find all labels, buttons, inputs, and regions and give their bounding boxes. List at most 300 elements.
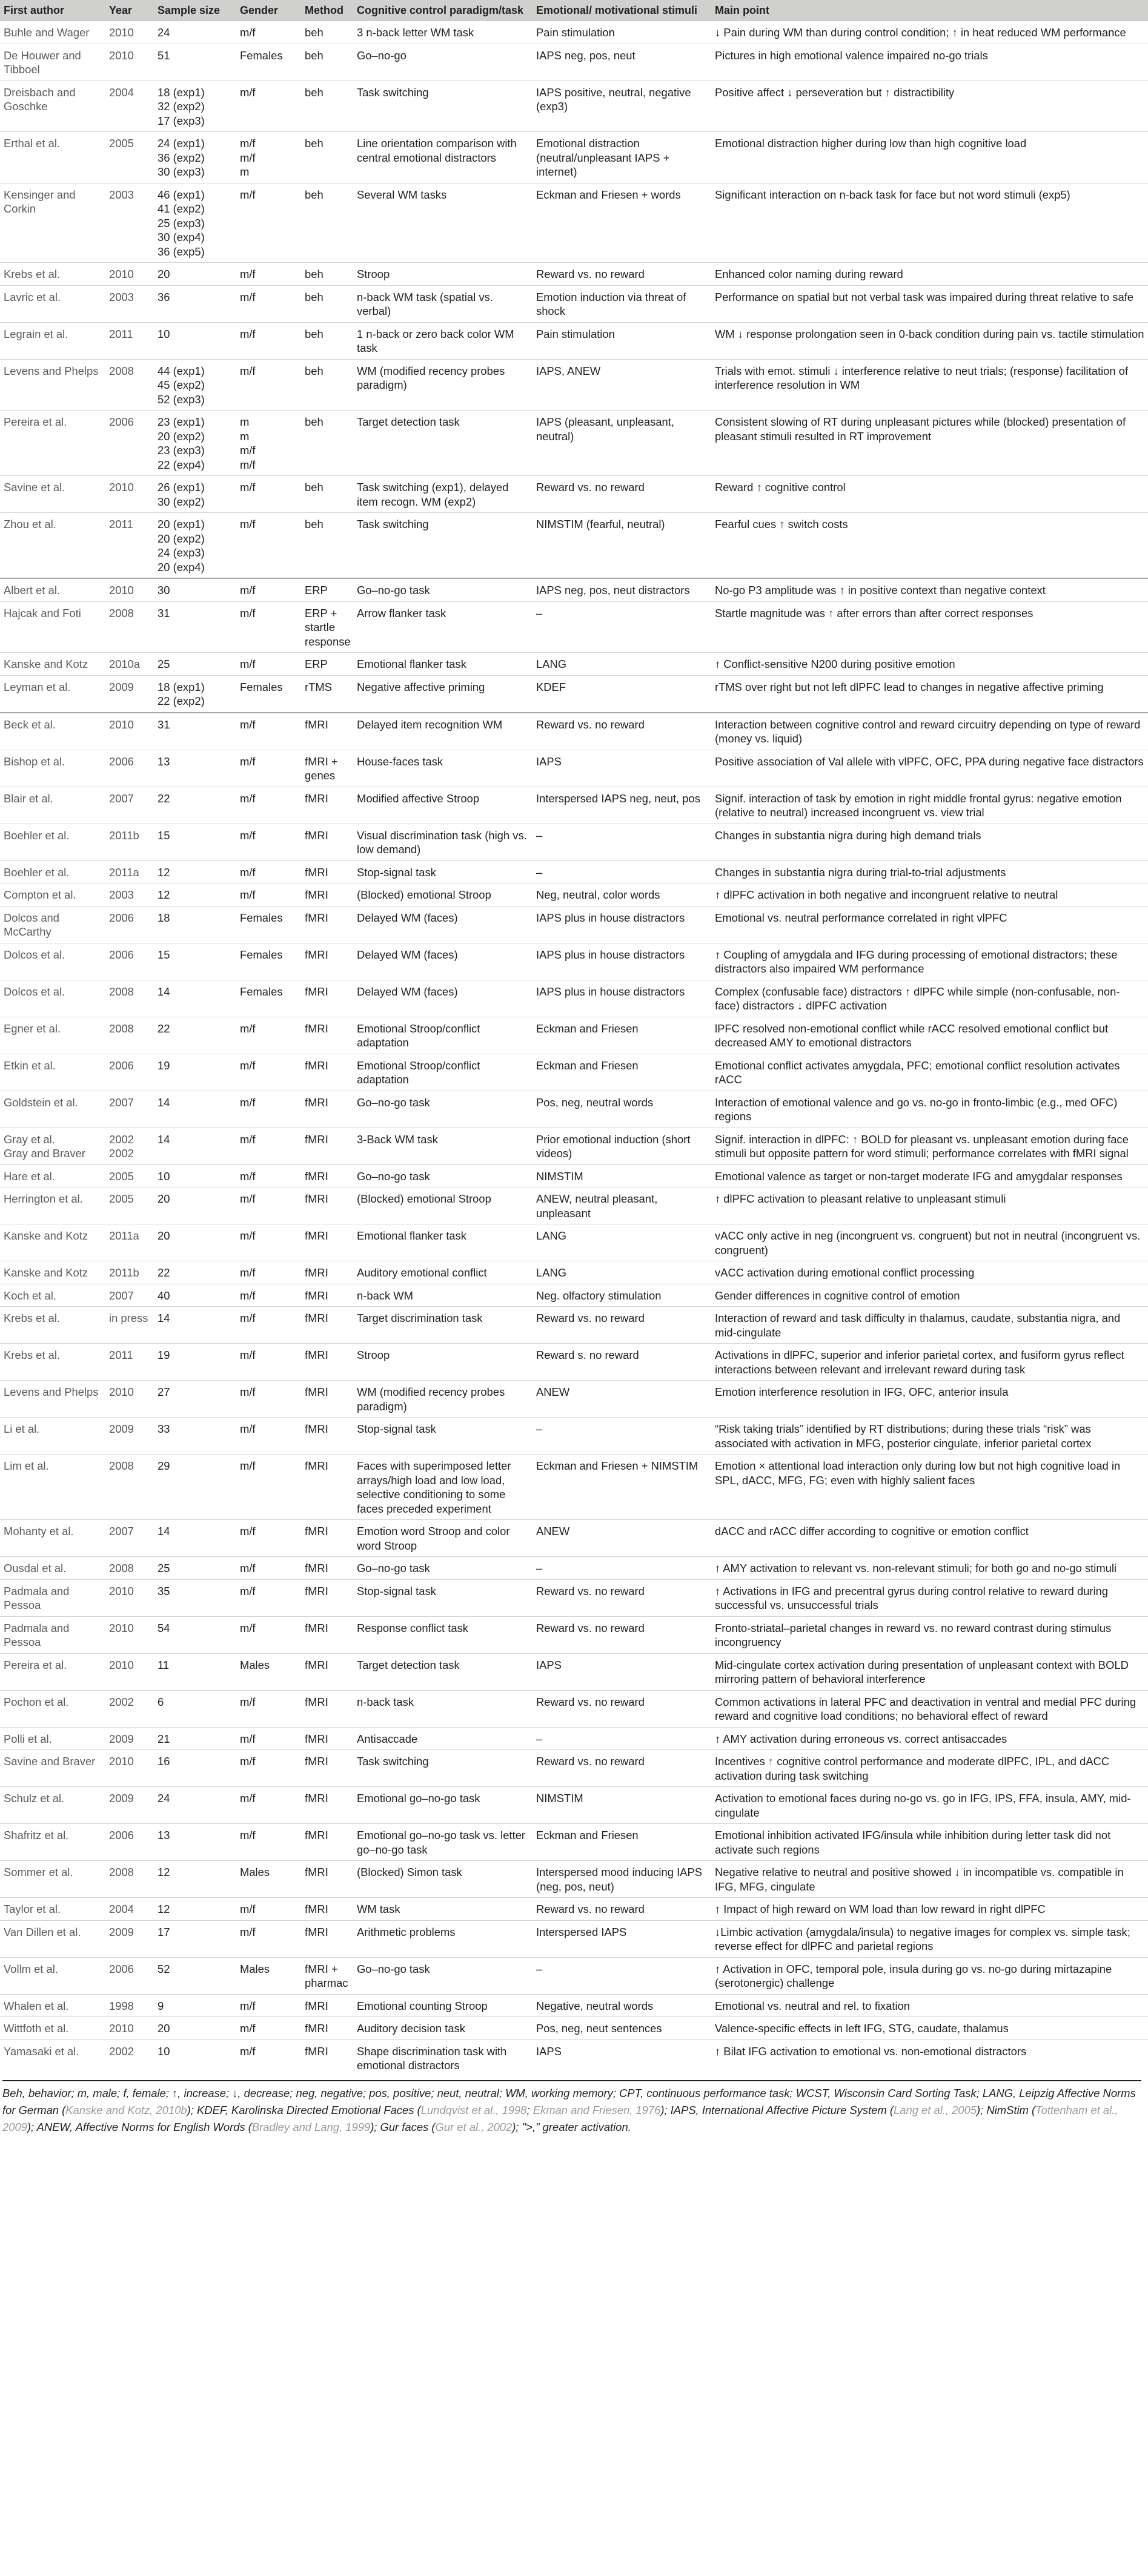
cell-stimuli: – <box>533 824 711 860</box>
cell-main-point: Valence-specific effects in left IFG, STG, caudate, thalamus <box>711 2017 1148 2040</box>
cell-method: beh <box>301 44 353 81</box>
cell-gender: m/f <box>236 285 301 322</box>
cell-year: 2011 <box>105 322 154 359</box>
cell-task: n-back task <box>353 1690 533 1727</box>
cell-method: fMRI <box>301 1653 353 1690</box>
cell-main-point: No-go P3 amplitude was ↑ in positive context than negative context <box>711 578 1148 601</box>
cell-task: Response conflict task <box>353 1616 533 1653</box>
cell-sample-size: 33 <box>154 1418 236 1455</box>
cell-stimuli: Eckman and Friesen + words <box>533 183 711 263</box>
cell-year: 2006 <box>105 1824 154 1861</box>
table-row <box>0 883 1148 907</box>
cell-first-author: Shafritz et al. <box>0 1824 105 1861</box>
cell-task: Target discrimination task <box>353 1307 533 1344</box>
cell-year: 2011a <box>105 1224 154 1261</box>
table-row <box>0 132 1148 183</box>
cell-stimuli: Neg. olfactory stimulation <box>533 1284 711 1307</box>
cell-main-point: Performance on spatial but not verbal task was impaired during threat relative to safe <box>711 285 1148 322</box>
cell-main-point: Gender differences in cognitive control of emotion <box>711 1284 1148 1307</box>
cell-sample-size: 22 <box>154 787 236 824</box>
column-header-stimuli: Emotional/ motivational stimuli <box>533 0 711 21</box>
cell-year: 2011 <box>105 513 154 579</box>
cell-method: fMRI <box>301 713 353 750</box>
column-header-year: Year <box>105 0 154 21</box>
cell-year: 2008 <box>105 1557 154 1580</box>
cell-method: fMRI <box>301 980 353 1017</box>
table-row <box>0 322 1148 359</box>
cell-year: 2008 <box>105 359 154 411</box>
cell-task: WM task <box>353 1898 533 1921</box>
cell-sample-size: 20 <box>154 1224 236 1261</box>
table-row <box>0 1418 1148 1455</box>
cell-gender: m/f <box>236 1091 301 1128</box>
cell-task: Target detection task <box>353 411 533 476</box>
cell-year: 2011a <box>105 860 154 883</box>
table-row <box>0 1616 1148 1653</box>
cell-main-point: Positive association of Val allele with vlPFC, OFC, PPA during negative face distractors <box>711 750 1148 787</box>
cell-stimuli: Emotion induction via threat of shock <box>533 285 711 322</box>
cell-sample-size: 29 <box>154 1455 236 1520</box>
cell-task: 3-Back WM task <box>353 1128 533 1164</box>
cell-gender: m/f <box>236 750 301 787</box>
cell-year: in press <box>105 1307 154 1344</box>
cell-first-author: Erthal et al. <box>0 132 105 183</box>
cell-main-point: Mid-cingulate cortex activation during presentation of unpleasant context with BOLD mirroring pattern of behavioral interference <box>711 1653 1148 1690</box>
table-row <box>0 44 1148 81</box>
cell-gender: m/f <box>236 1616 301 1653</box>
table-row <box>0 1164 1148 1187</box>
cell-gender: m/f <box>236 1520 301 1557</box>
cell-main-point: Emotional vs. neutral and rel. to fixation <box>711 1994 1148 2017</box>
cell-first-author: Herrington et al. <box>0 1187 105 1224</box>
cell-sample-size: 14 <box>154 1091 236 1128</box>
table-row <box>0 1898 1148 1921</box>
cell-gender: Females <box>236 675 301 713</box>
cell-gender: m/f <box>236 322 301 359</box>
cell-gender: Males <box>236 1653 301 1690</box>
table-row <box>0 81 1148 132</box>
cell-method: fMRI <box>301 1344 353 1381</box>
cell-main-point: Emotion interference resolution in IFG, OFC, anterior insula <box>711 1381 1148 1418</box>
cell-first-author: Levens and Phelps <box>0 359 105 411</box>
header-row <box>0 0 1148 21</box>
footnote-reference[interactable]: Lundqvist et al., 1998 <box>420 2103 527 2116</box>
cell-method: fMRI <box>301 943 353 980</box>
cell-task: 1 n-back or zero back color WM task <box>353 322 533 359</box>
cell-sample-size: 14 <box>154 980 236 1017</box>
cell-stimuli: Reward s. no reward <box>533 1344 711 1381</box>
table-header <box>0 0 1148 21</box>
column-header-task: Cognitive control paradigm/task <box>353 0 533 21</box>
cell-first-author: Schulz et al. <box>0 1787 105 1824</box>
cell-stimuli: Reward vs. no reward <box>533 1898 711 1921</box>
cell-main-point: ↑ Bilat IFG activation to emotional vs. non-emotional distractors <box>711 2039 1148 2076</box>
cell-gender: m/f <box>236 1418 301 1455</box>
cell-first-author: Krebs et al. <box>0 263 105 286</box>
cell-main-point: dACC and rACC differ according to cognitive or emotion conflict <box>711 1520 1148 1557</box>
cell-sample-size: 18 (exp1) 32 (exp2) 17 (exp3) <box>154 81 236 132</box>
table-row <box>0 1824 1148 1861</box>
table-row <box>0 1557 1148 1580</box>
cell-main-point: Fearful cues ↑ switch costs <box>711 513 1148 579</box>
cell-task: WM (modified recency probes paradigm) <box>353 1381 533 1418</box>
table-row <box>0 824 1148 860</box>
cell-gender: m/f <box>236 860 301 883</box>
cell-stimuli: NIMSTIM (fearful, neutral) <box>533 513 711 579</box>
cell-task: Emotional counting Stroop <box>353 1994 533 2017</box>
cell-year: 2006 <box>105 411 154 476</box>
cell-first-author: Lim et al. <box>0 1455 105 1520</box>
table-row <box>0 713 1148 750</box>
table-row <box>0 943 1148 980</box>
cell-gender: m/f <box>236 1727 301 1750</box>
cell-task: Stop-signal task <box>353 1579 533 1616</box>
table-row <box>0 1307 1148 1344</box>
table-row <box>0 1017 1148 1054</box>
cell-method: fMRI <box>301 1164 353 1187</box>
table-row <box>0 2017 1148 2040</box>
cell-year: 2010 <box>105 713 154 750</box>
cell-stimuli: Reward vs. no reward <box>533 476 711 513</box>
footnote-reference[interactable]: Bradley and Lang, 1999 <box>251 2120 371 2133</box>
cell-method: fMRI <box>301 1224 353 1261</box>
cell-year: 2010 <box>105 44 154 81</box>
cell-task: Emotional flanker task <box>353 1224 533 1261</box>
cell-gender: m/f <box>236 1224 301 1261</box>
cell-stimuli: Prior emotional induction (short videos) <box>533 1128 711 1164</box>
cell-first-author: Savine and Braver <box>0 1750 105 1787</box>
cell-sample-size: 19 <box>154 1344 236 1381</box>
cell-main-point: Emotion × attentional load interaction only during low but not high cognitive load in SPL, dACC, MFG, FG; even with highly salient faces <box>711 1455 1148 1520</box>
cell-main-point: Interaction of emotional valence and go vs. no-go in fronto-limbic (e.g., med OFC) regions <box>711 1091 1148 1128</box>
table-row <box>0 285 1148 322</box>
cell-stimuli: NIMSTIM <box>533 1787 711 1824</box>
table-row <box>0 750 1148 787</box>
cell-main-point: Enhanced color naming during reward <box>711 263 1148 286</box>
cell-task: Go–no-go <box>353 44 533 81</box>
cell-gender: m/f <box>236 1690 301 1727</box>
table-row <box>0 1284 1148 1307</box>
cell-sample-size: 52 <box>154 1957 236 1994</box>
cell-year: 2003 <box>105 183 154 263</box>
cell-sample-size: 15 <box>154 943 236 980</box>
cell-task: (Blocked) emotional Stroop <box>353 1187 533 1224</box>
cell-year: 2005 <box>105 132 154 183</box>
cell-method: fMRI <box>301 1284 353 1307</box>
cell-method: fMRI <box>301 1557 353 1580</box>
cell-first-author: Beck et al. <box>0 713 105 750</box>
cell-stimuli: Reward vs. no reward <box>533 263 711 286</box>
cell-sample-size: 20 <box>154 263 236 286</box>
cell-task: Faces with superimposed letter arrays/high load and low load, selective conditioning to some faces preceded experiment <box>353 1455 533 1520</box>
cell-task: Delayed WM (faces) <box>353 943 533 980</box>
cell-sample-size: 12 <box>154 883 236 907</box>
cell-main-point: Interaction between cognitive control and reward circuitry depending on type of reward (money vs. liquid) <box>711 713 1148 750</box>
cell-main-point: Trials with emot. stimuli ↓ interference relative to neut trials; (response) facilitation of interference resolution in WM <box>711 359 1148 411</box>
cell-first-author: Mohanty et al. <box>0 1520 105 1557</box>
cell-first-author: Koch et al. <box>0 1284 105 1307</box>
cell-sample-size: 27 <box>154 1381 236 1418</box>
table-row <box>0 2039 1148 2076</box>
cell-sample-size: 13 <box>154 750 236 787</box>
footnote-reference[interactable]: Gur et al., 2002 <box>435 2120 513 2133</box>
cell-gender: m/f <box>236 1307 301 1344</box>
cell-first-author: Hajcak and Foti <box>0 601 105 653</box>
cell-sample-size: 10 <box>154 322 236 359</box>
cell-method: beh <box>301 359 353 411</box>
cell-first-author: Padmala and Pessoa <box>0 1616 105 1653</box>
cell-gender: m/f <box>236 787 301 824</box>
table-row <box>0 1994 1148 2017</box>
cell-method: beh <box>301 513 353 579</box>
cell-first-author: Lavric et al. <box>0 285 105 322</box>
cell-first-author: Goldstein et al. <box>0 1091 105 1128</box>
cell-method: beh <box>301 476 353 513</box>
cell-method: ERP <box>301 578 353 601</box>
footnote-reference[interactable]: Ekman and Friesen, 1976 <box>533 2103 661 2116</box>
cell-year: 2010 <box>105 1616 154 1653</box>
cell-year: 2002 <box>105 2039 154 2076</box>
cell-main-point: Significant interaction on n-back task for face but not word stimuli (exp5) <box>711 183 1148 263</box>
column-header-gender: Gender <box>236 0 301 21</box>
cell-main-point: ↓Limbic activation (amygdala/insula) to negative images for complex vs. simple task; reverse effect for dlPFC and parietal regions <box>711 1920 1148 1957</box>
table-row <box>0 1957 1148 1994</box>
cell-gender: m/f <box>236 824 301 860</box>
cell-stimuli: Eckman and Friesen <box>533 1054 711 1091</box>
cell-main-point: Incentives ↑ cognitive control performance and moderate dlPFC, IPL, and dACC activation during task switching <box>711 1750 1148 1787</box>
cell-first-author: Kanske and Kotz <box>0 1261 105 1284</box>
table-row <box>0 1344 1148 1381</box>
cell-sample-size: 6 <box>154 1690 236 1727</box>
cell-first-author: Blair et al. <box>0 787 105 824</box>
cell-task: Stop-signal task <box>353 1418 533 1455</box>
cell-sample-size: 17 <box>154 1920 236 1957</box>
cell-year: 2010a <box>105 653 154 676</box>
cell-first-author: Krebs et al. <box>0 1344 105 1381</box>
table-row <box>0 1128 1148 1164</box>
cell-first-author: Van Dillen et al. <box>0 1920 105 1957</box>
footnote-reference[interactable]: Kanske and Kotz, 2010b <box>65 2103 187 2116</box>
cell-first-author: Legrain et al. <box>0 322 105 359</box>
table-row <box>0 1187 1148 1224</box>
cell-first-author: Bishop et al. <box>0 750 105 787</box>
table-row <box>0 1653 1148 1690</box>
cell-year: 2006 <box>105 1054 154 1091</box>
cell-main-point: Startle magnitude was ↑ after errors than after correct responses <box>711 601 1148 653</box>
cell-sample-size: 25 <box>154 1557 236 1580</box>
cell-task: Emotional Stroop/conflict adaptation <box>353 1017 533 1054</box>
cell-main-point: WM ↓ response prolongation seen in 0-back condition during pain vs. tactile stimulation <box>711 322 1148 359</box>
cell-first-author: Buhle and Wager <box>4 26 90 39</box>
cell-first-author: Whalen et al. <box>0 1994 105 2017</box>
cell-sample-size: 12 <box>154 860 236 883</box>
cell-year: 2010 <box>105 2017 154 2040</box>
footnote-reference[interactable]: Tottenham et al., 2009 <box>2 2103 1118 2133</box>
cell-stimuli: ANEW <box>533 1381 711 1418</box>
cell-task: Delayed item recognition WM <box>353 713 533 750</box>
footnote-text: ); ANEW, Affective Norms for English Words ( <box>27 2120 252 2133</box>
cell-first-author: Yamasaki et al. <box>0 2039 105 2076</box>
cell-task: Arithmetic problems <box>353 1920 533 1957</box>
cell-first-author: Egner et al. <box>0 1017 105 1054</box>
cell-main-point: ↑ Conflict-sensitive N200 during positive emotion <box>711 653 1148 676</box>
cell-gender: m/f <box>236 1164 301 1187</box>
cell-method: ERP <box>301 653 353 676</box>
cell-stimuli: – <box>533 1557 711 1580</box>
cell-stimuli: Neg, neutral, color words <box>533 883 711 907</box>
cell-main-point: vACC activation during emotional conflict processing <box>711 1261 1148 1284</box>
cell-method: fMRI <box>301 1381 353 1418</box>
cell-stimuli: ANEW <box>533 1520 711 1557</box>
cell-gender: m/f <box>236 653 301 676</box>
cell-gender: m/f <box>236 2039 301 2076</box>
cell-task: House-faces task <box>353 750 533 787</box>
table-row <box>0 1520 1148 1557</box>
cell-sample-size: 26 (exp1) 30 (exp2) <box>154 476 236 513</box>
cell-main-point: Changes in substantia nigra during trial-to-trial adjustments <box>711 860 1148 883</box>
cell-gender: m/f <box>236 883 301 907</box>
cell-sample-size: 14 <box>154 1520 236 1557</box>
cell-stimuli: Eckman and Friesen + NIMSTIM <box>533 1455 711 1520</box>
cell-stimuli: IAPS <box>533 1653 711 1690</box>
cell-gender: m/f <box>236 1557 301 1580</box>
cell-main-point: Interaction of reward and task difficulty in thalamus, caudate, substantia nigra, and mid-cingulate <box>711 1307 1148 1344</box>
cell-gender: m/f <box>236 1054 301 1091</box>
cell-gender: m/f <box>236 513 301 579</box>
cell-gender: Females <box>236 44 301 81</box>
cell-stimuli: – <box>533 1957 711 1994</box>
cell-first-author: Boehler et al. <box>0 824 105 860</box>
cell-main-point: ↑ Activations in IFG and precentral gyrus during control relative to reward during successful vs. unsuccessful trials <box>711 1579 1148 1616</box>
cell-stimuli: LANG <box>533 1261 711 1284</box>
cell-main-point: Emotional distraction higher during low than high cognitive load <box>711 132 1148 183</box>
cell-year: 2008 <box>105 601 154 653</box>
table-row <box>0 411 1148 476</box>
cell-sample-size: 31 <box>154 713 236 750</box>
cell-year: 2010 <box>109 26 134 39</box>
cell-main-point: lPFC resolved non-emotional conflict while rACC resolved emotional conflict but decreased AMY to emotional distractors <box>711 1017 1148 1054</box>
cell-method: rTMS <box>301 675 353 713</box>
cell-year: 2006 <box>105 906 154 943</box>
cell-sample-size: 20 <box>154 2017 236 2040</box>
cell-sample-size: 30 <box>154 578 236 601</box>
cell-gender: m/f <box>236 1994 301 2017</box>
table-row <box>0 653 1148 676</box>
cell-task: Emotional go–no-go task vs. letter go–no-go task <box>353 1824 533 1861</box>
cell-sample-size: 10 <box>154 1164 236 1187</box>
cell-method: fMRI <box>301 1261 353 1284</box>
table-row <box>0 1455 1148 1520</box>
cell-stimuli: Reward vs. no reward <box>533 1690 711 1727</box>
cell-sample-size: 13 <box>154 1824 236 1861</box>
cell-gender: m/f <box>236 1017 301 1054</box>
table-row <box>0 476 1148 513</box>
cell-stimuli: Reward vs. no reward <box>533 1750 711 1787</box>
cell-stimuli: Emotional distraction (neutral/unpleasant IAPS + internet) <box>533 132 711 183</box>
cell-method: fMRI + genes <box>301 750 353 787</box>
cell-gender: Males <box>236 1861 301 1898</box>
cell-task: Arrow flanker task <box>353 601 533 653</box>
cell-first-author: Zhou et al. <box>0 513 105 579</box>
cell-stimuli: KDEF <box>533 675 711 713</box>
cell-method: fMRI <box>301 1690 353 1727</box>
cell-gender: m/f <box>236 578 301 601</box>
footnote-reference[interactable]: Lang et al., 2005 <box>894 2103 977 2116</box>
cell-year: 2011b <box>105 824 154 860</box>
cell-gender: m m m/f m/f <box>236 411 301 476</box>
cell-main-point: Activations in dlPFC, superior and inferior parietal cortex, and fusiform gyrus reflect interactions between relevant and irrelevant reward during task <box>711 1344 1148 1381</box>
cell-sample-size: 21 <box>154 1727 236 1750</box>
cell-task: Go–no-go task <box>353 1164 533 1187</box>
cell-main-point: ↑ dlPFC activation to pleasant relative to unpleasant stimuli <box>711 1187 1148 1224</box>
cell-year: 2007 <box>105 1284 154 1307</box>
cell-stimuli: Reward vs. no reward <box>533 1579 711 1616</box>
cell-stimuli: LANG <box>533 653 711 676</box>
cell-first-author: Hare et al. <box>0 1164 105 1187</box>
cell-method: fMRI <box>301 824 353 860</box>
cell-task: n-back WM task (spatial vs. verbal) <box>353 285 533 322</box>
table-row <box>0 1727 1148 1750</box>
cell-task: Emotional flanker task <box>353 653 533 676</box>
footnote-text: ); Gur faces ( <box>370 2120 436 2133</box>
cell-stimuli: IAPS <box>533 750 711 787</box>
cell-sample-size: 36 <box>154 285 236 322</box>
cell-stimuli: NIMSTIM <box>533 1164 711 1187</box>
cell-stimuli: Interspersed IAPS neg, neut, pos <box>533 787 711 824</box>
cell-task: Stroop <box>353 1344 533 1381</box>
cell-first-author: Dolcos and McCarthy <box>0 906 105 943</box>
cell-method: ERP + startle response <box>301 601 353 653</box>
cell-stimuli: Pos, neg, neutral words <box>533 1091 711 1128</box>
cell-method: fMRI <box>301 1520 353 1557</box>
table-row <box>0 1381 1148 1418</box>
cell-gender: Females <box>236 906 301 943</box>
cell-gender: m/f <box>236 476 301 513</box>
cell-stimuli: Interspersed IAPS <box>533 1920 711 1957</box>
cell-first-author: Dolcos et al. <box>0 943 105 980</box>
footnote-text: Beh, behavior; m, male; f, female; ↑, increase; ↓, decrease; neg, negative; pos, positive; neut, neutral; WM, working memory; CPT, continuous performance task; WCST, Wisconsin Card Sorting Task; LANG, Leipzig Affective Norms for German ( <box>2 2086 1136 2116</box>
cell-first-author: Compton et al. <box>0 883 105 907</box>
cell-main-point: Positive affect ↓ perseveration but ↑ distractibility <box>711 81 1148 132</box>
cell-year: 2004 <box>105 81 154 132</box>
cell-first-author: Boehler et al. <box>0 860 105 883</box>
cell-task: Emotional Stroop/conflict adaptation <box>353 1054 533 1091</box>
cell-sample-size: 44 (exp1) 45 (exp2) 52 (exp3) <box>154 359 236 411</box>
table-body <box>0 21 1148 2076</box>
cell-year: 2010 <box>105 1579 154 1616</box>
cell-stimuli: ANEW, neutral pleasant, unpleasant <box>533 1187 711 1224</box>
cell-main-point: Consistent slowing of RT during unpleasant pictures while (blocked) presentation of pleasant stimuli resulted in RT improvement <box>711 411 1148 476</box>
cell-sample-size: 24 <box>154 1787 236 1824</box>
cell-sample-size: 10 <box>154 2039 236 2076</box>
cell-year: 2009 <box>105 1787 154 1824</box>
cell-stimuli: Reward vs. no reward <box>533 1616 711 1653</box>
cell-method: fMRI <box>301 1579 353 1616</box>
table-row <box>0 1579 1148 1616</box>
table-row <box>0 1224 1148 1261</box>
table-row <box>0 1091 1148 1128</box>
cell-main-point: vACC only active in neg (incongruent vs. congruent) but not in neutral (incongruent vs. congruent) <box>711 1224 1148 1261</box>
cell-sample-size: 14 <box>154 1307 236 1344</box>
cell-method: fMRI + pharmac <box>301 1957 353 1994</box>
cell-gender: m/f <box>236 1920 301 1957</box>
table-footnote <box>2 2080 1141 2136</box>
cell-main-point: Activation to emotional faces during no-go vs. go in IFG, IPS, FFA, insula, AMY, mid-cingulate <box>711 1787 1148 1824</box>
cell-gender: m/f <box>236 81 301 132</box>
cell-first-author: Taylor et al. <box>0 1898 105 1921</box>
cell-sample-size: 12 <box>154 1898 236 1921</box>
cell-stimuli: IAPS, ANEW <box>533 359 711 411</box>
